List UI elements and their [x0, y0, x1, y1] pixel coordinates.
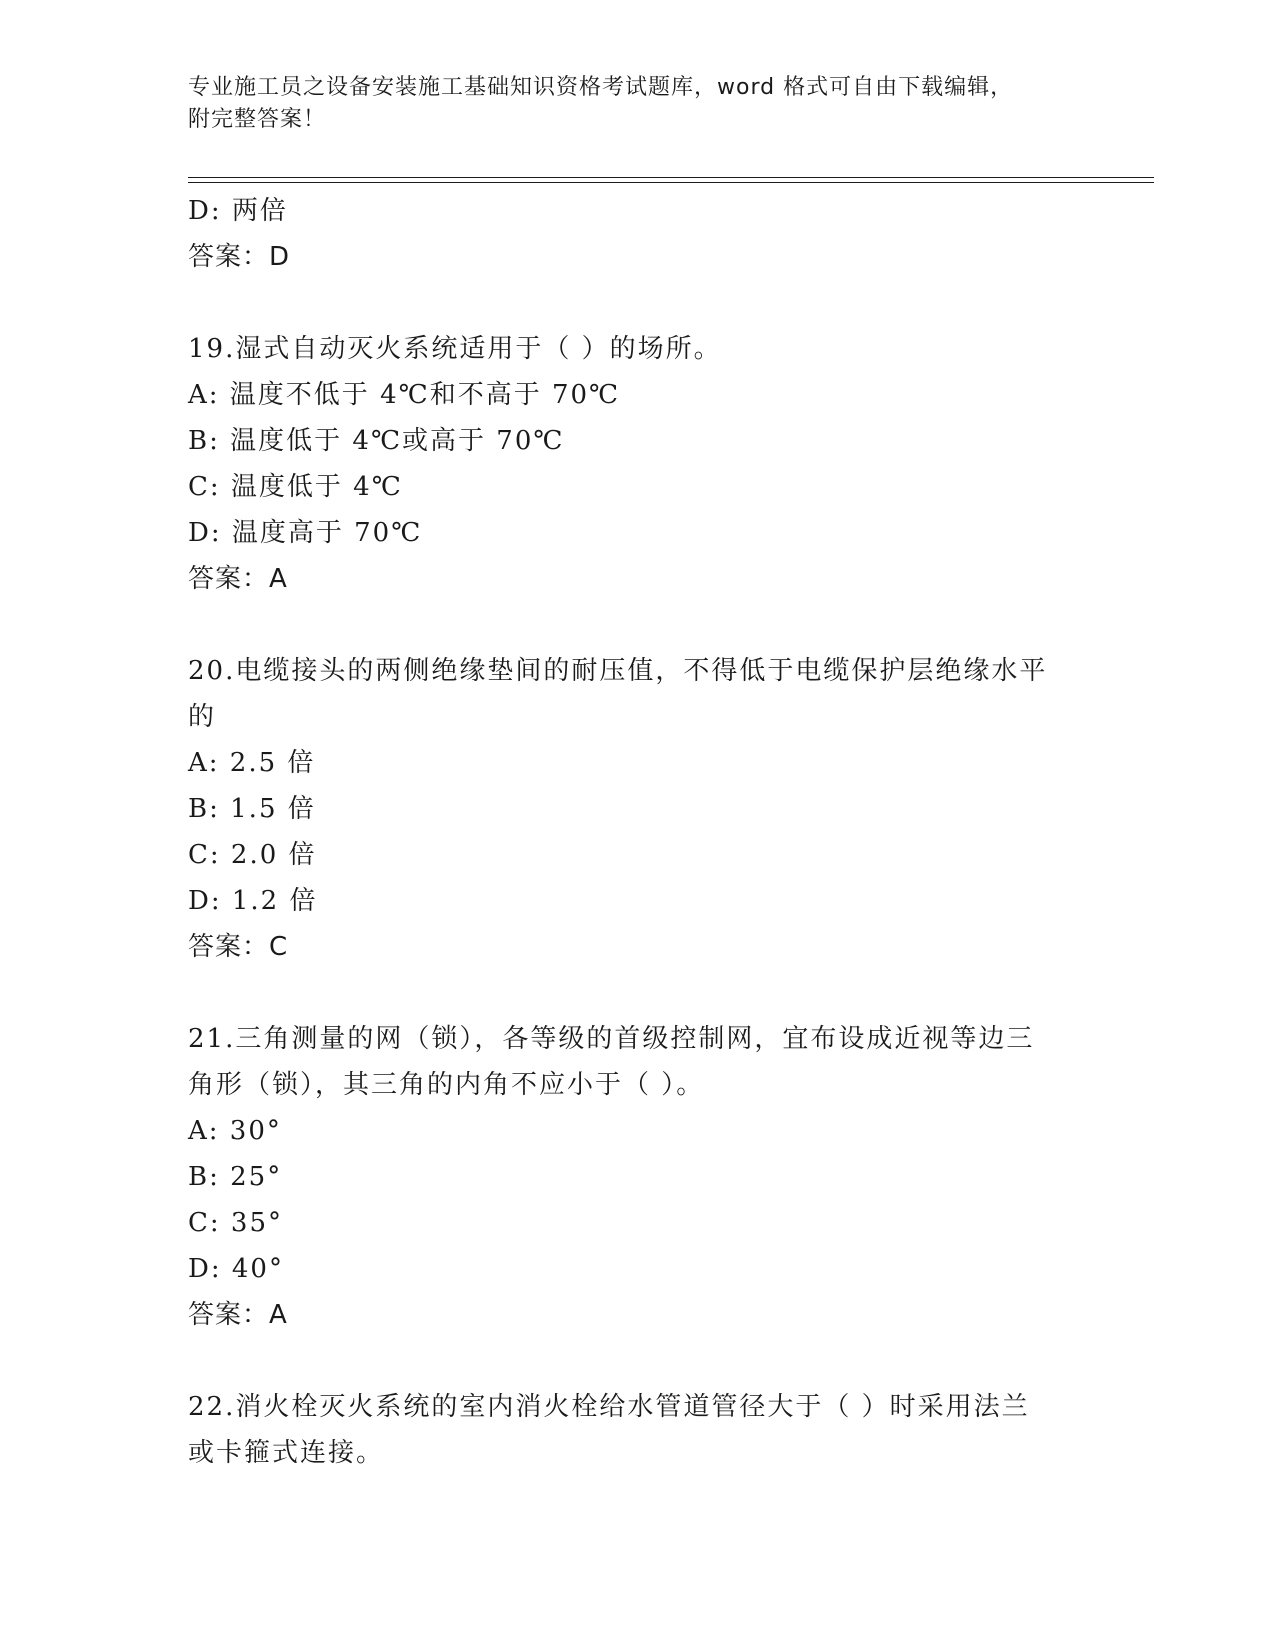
option-b: B: 温度低于 4℃或高于 70℃: [188, 426, 565, 456]
question-text: 22.消火栓灭火系统的室内消火栓给水管道管径大于（ ）时采用法兰: [188, 1392, 1030, 1422]
option-b: B: 25°: [188, 1162, 283, 1192]
option-d: D: 温度高于 70℃: [188, 518, 423, 548]
document-header: [188, 72, 1088, 136]
option-a: A: 30°: [188, 1116, 282, 1146]
spacer: [188, 970, 1088, 1016]
header-rule-top: [188, 177, 1154, 178]
question-22: [188, 1384, 1088, 1476]
header-line-1: 专业施工员之设备安装施工基础知识资格考试题库，word 格式可自由下载编辑，: [188, 75, 1014, 100]
spacer: [188, 1338, 1088, 1384]
question-20: [188, 648, 1088, 970]
answer-line: 答案：A: [188, 564, 288, 594]
option-c: C: 温度低于 4℃: [188, 472, 403, 502]
question-text-cont: 角形（锁），其三角的内角不应小于（ ）。: [188, 1070, 705, 1100]
spacer: [188, 602, 1088, 648]
answer-line: 答案：A: [188, 1300, 288, 1330]
question-21: [188, 1016, 1088, 1338]
option-b: B: 1.5 倍: [188, 794, 316, 824]
option-d: D: 两倍: [188, 196, 288, 226]
option-c: C: 2.0 倍: [188, 840, 317, 870]
spacer: [188, 280, 1088, 326]
question-19: [188, 326, 1088, 602]
question-text: 19.湿式自动灭火系统适用于（ ）的场所。: [188, 334, 722, 364]
question-text-cont: 或卡箍式连接。: [188, 1438, 385, 1468]
option-a: A: 2.5 倍: [188, 748, 316, 778]
question-text: 21.三角测量的网（锁），各等级的首级控制网，宜布设成近视等边三: [188, 1024, 1035, 1054]
option-c: C: 35°: [188, 1208, 284, 1238]
answer-line: 答案：C: [188, 932, 289, 962]
answer-line: 答案：D: [188, 242, 291, 272]
option-d: D: 40°: [188, 1254, 284, 1284]
question-text: 20.电缆接头的两侧绝缘垫间的耐压值，不得低于电缆保护层绝缘水平: [188, 656, 1048, 686]
header-line-2: 附完整答案！: [188, 107, 327, 132]
option-a: A: 温度不低于 4℃和不高于 70℃: [188, 380, 621, 410]
header-rule-bottom: [188, 182, 1154, 183]
document-body: [188, 188, 1088, 1476]
question-text-cont: 的: [188, 702, 217, 732]
option-d: D: 1.2 倍: [188, 886, 318, 916]
